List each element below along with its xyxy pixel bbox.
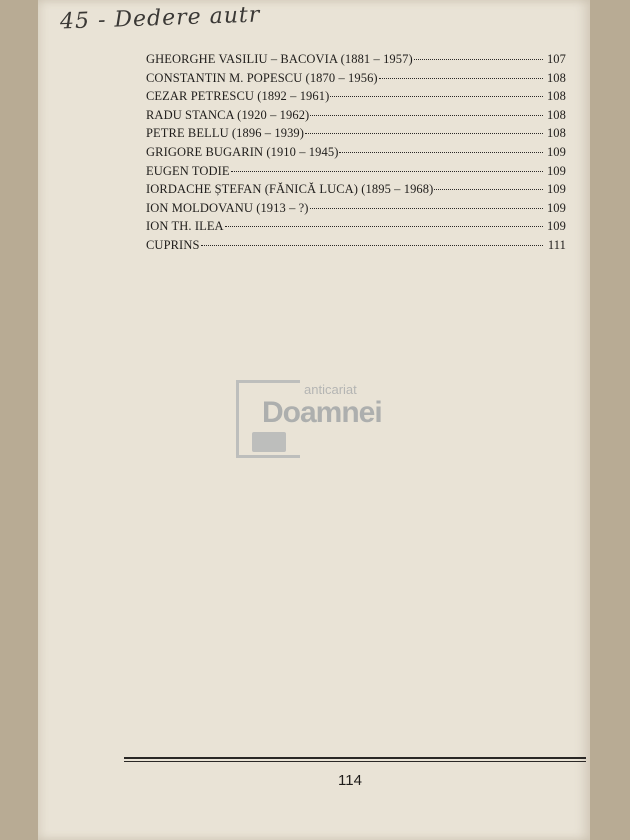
- toc-entry-title: GRIGORE BUGARIN (1910 – 1945): [146, 144, 339, 159]
- toc-leader-dots: [305, 123, 543, 134]
- toc-entry-title: PETRE BELLU (1896 – 1939): [146, 126, 305, 141]
- toc-entry-page: 111: [547, 237, 566, 252]
- toc-leader-dots: [434, 179, 543, 190]
- toc-entry-page: 109: [546, 182, 566, 197]
- toc-entry-page: 109: [546, 219, 566, 234]
- toc-leader-dots: [201, 235, 544, 246]
- toc-entry-title: IORDACHE ȘTEFAN (FĂNICĂ LUCA) (1895 – 1968): [146, 182, 434, 197]
- watermark-small-text: anticariat: [304, 382, 357, 397]
- toc-leader-dots: [310, 105, 543, 116]
- footer-rule-thick: [124, 757, 586, 759]
- handwritten-note: 45 - Dedere autr: [59, 2, 261, 35]
- toc-leader-dots: [339, 142, 543, 153]
- watermark-big-text: Doamnei: [262, 396, 382, 429]
- toc-entry-page: 109: [546, 163, 566, 178]
- toc-leader-dots: [330, 86, 543, 97]
- toc-entry: [146, 238, 566, 257]
- toc-entry-title: CEZAR PETRESCU (1892 – 1961): [146, 89, 330, 104]
- toc-entry-title: CUPRINS: [146, 237, 200, 252]
- toc-entry-title: ION TH. ILEA: [146, 219, 224, 234]
- page-number: 114: [338, 772, 362, 789]
- toc-entry-page: 108: [546, 107, 566, 122]
- toc-entry-page: 107: [546, 52, 566, 66]
- toc-leader-dots: [310, 198, 543, 209]
- toc-entry-title: RADU STANCA (1920 – 1962): [146, 107, 310, 122]
- toc-entry-page: 108: [546, 89, 566, 104]
- toc-entry-title: CONSTANTIN M. POPESCU (1870 – 1956): [146, 70, 378, 85]
- toc-entry-title: ION MOLDOVANU (1913 – ?): [146, 200, 309, 215]
- toc-entry-page: 109: [546, 200, 566, 215]
- toc-entry-page: 108: [546, 70, 566, 85]
- toc-entry-page: 109: [546, 144, 566, 159]
- watermark-logo: [236, 380, 386, 458]
- toc-leader-dots: [225, 216, 543, 227]
- footer-rule-thin: [124, 761, 586, 762]
- table-of-contents: [146, 52, 566, 257]
- toc-entry-page: 108: [546, 126, 566, 141]
- book-stack-icon: [252, 432, 286, 452]
- toc-leader-dots: [379, 68, 543, 79]
- toc-leader-dots: [231, 161, 543, 172]
- toc-entry-title: GHEORGHE VASILIU – BACOVIA (1881 – 1957): [146, 52, 413, 66]
- toc-entry-title: EUGEN TODIE: [146, 163, 230, 178]
- toc-leader-dots: [414, 49, 543, 60]
